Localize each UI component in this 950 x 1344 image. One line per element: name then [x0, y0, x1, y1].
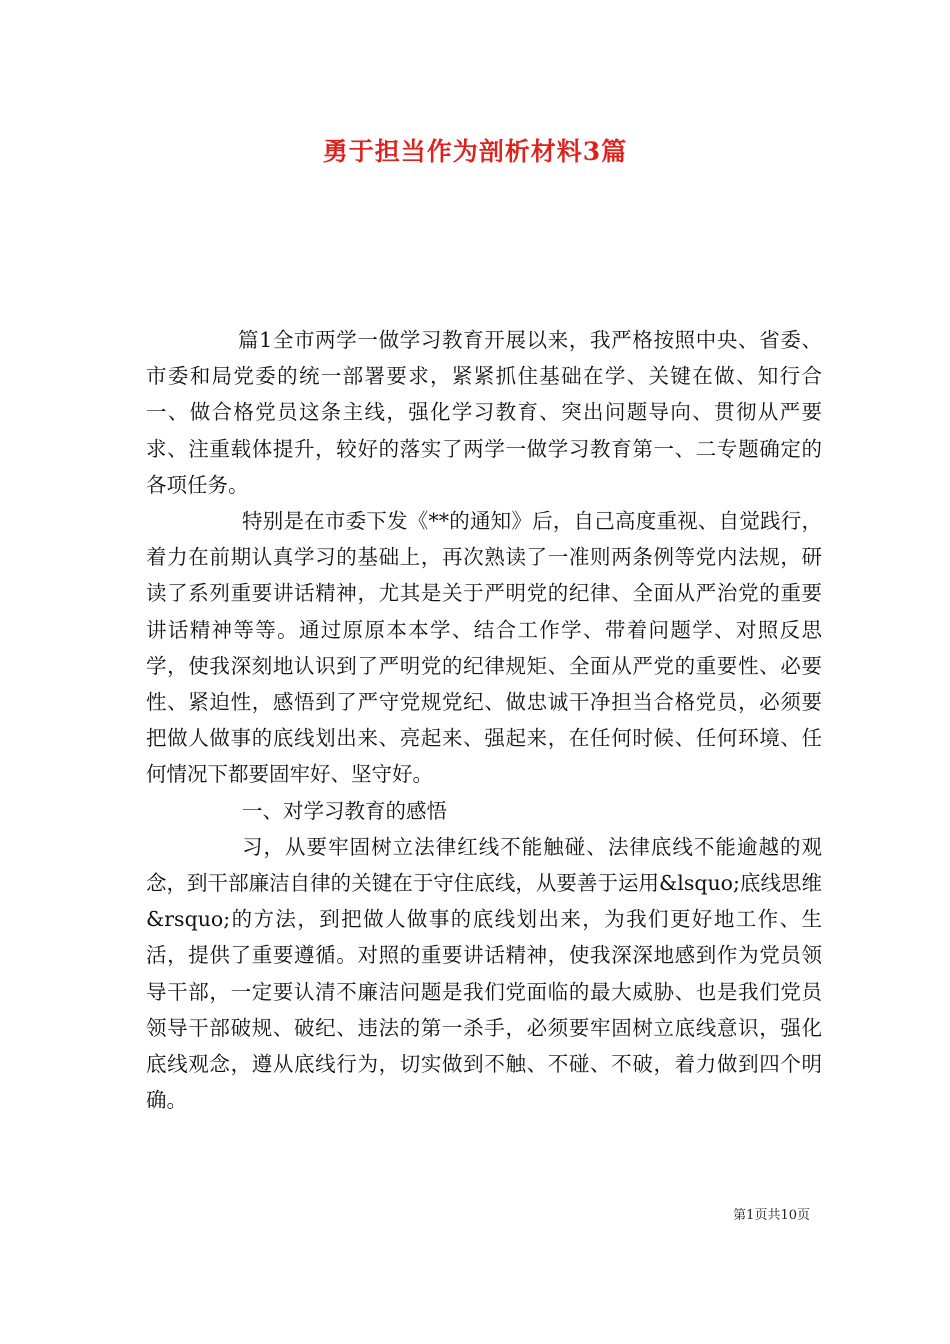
page-footer: 第1页共10页: [733, 1208, 810, 1223]
paragraph-3: 习，从要牢固树立法律红线不能触碰、法律底线不能逾越的观念，到干部廉洁自律的关键在于守住底线，从要善于运用&lsquo;底线思维&rsquo;的方法，到把做人做事的底线划出来，为我们更好地工作、生活，提供了重要遵循。对照的重要讲话精神，使我深深地感到作为党员领导干部，一定要认清不廉洁问题是我们党面临的最大威胁、也是我们党员领导干部破规、破纪、违法的第一杀手，必须要牢固树立底线意识，强化底线观念，遵从底线行为，切实做到不触、不碰、不破，着力做到四个明确。: [146, 834, 822, 1113]
section-heading: 一、对学习教育的感悟: [242, 798, 447, 823]
document-title: 勇于担当作为剖析材料3篇: [322, 137, 628, 166]
paragraph-2: 特别是在市委下发《**的通知》后，自己高度重视、自觉践行，着力在前期认真学习的基础上，再次熟读了一准则两条例等党内法规，研读了系列重要讲话精神，尤其是关于严明党的纪律、全面从严治党的重要讲话精神等等。通过原原本本学、结合工作学、带着问题学、对照反思学，使我深刻地认识到了严明党的纪律规矩、全面从严党的重要性、必要性、紧迫性，感悟到了严守党规党纪、做忠诚干净担当合格党员，必须要把做人做事的底线划出来、亮起来、强起来，在任何时候、任何环境、任何情况下都要固牢好、坚守好。: [146, 509, 822, 787]
paragraph-1: 篇1全市两学一做学习教育开展以来，我严格按照中央、省委、市委和局党委的统一部署要求，紧紧抓住基础在学、关键在做、知行合一、做合格党员这条主线，强化学习教育、突出问题导向、贯彻从严要求、注重载体提升，较好的落实了两学一做学习教育第一、二专题确定的各项任务。: [146, 328, 822, 497]
document-body: [146, 322, 822, 1118]
